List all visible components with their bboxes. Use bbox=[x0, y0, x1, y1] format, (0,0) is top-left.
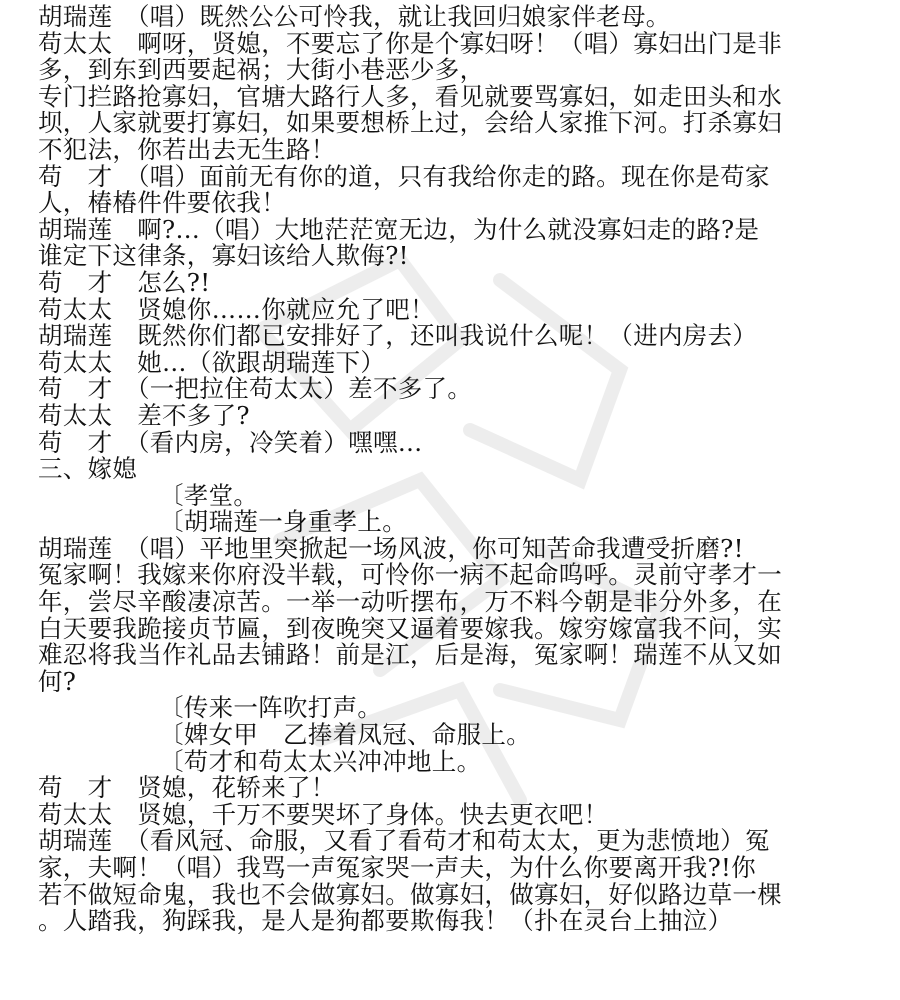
dialogue-line: 若不做短命鬼，我也不会做寡妇。做寡妇，做寡妇，好似路边草一棵 bbox=[38, 879, 782, 909]
dialogue-line: 难忍将我当作礼品去铺路！前是江，后是海，冤家啊！瑞莲不从又如 bbox=[38, 640, 782, 670]
dialogue-line: 胡瑞莲 （唱）平地里突掀起一场风波，你可知苦命我遭受折磨?! bbox=[38, 533, 744, 563]
stage-direction-line: 〔孝堂。 bbox=[159, 480, 259, 510]
dialogue-line: 冤家啊！我嫁来你府没半载，可怜你一病不起命呜呼。灵前守孝才一 bbox=[38, 560, 782, 590]
dialogue-line: 专门拦路抢寡妇，官塘大路行人多，看见就要骂寡妇，如走田头和水 bbox=[38, 81, 782, 111]
dialogue-line: 胡瑞莲 既然你们都已安排好了，还叫我说什么呢！（进内房去） bbox=[38, 321, 758, 351]
dialogue-line: 苟 才 （看内房，冷笑着）嘿嘿… bbox=[38, 427, 423, 457]
dialogue-line: 苟 才 （一把拉住苟太太）差不多了。 bbox=[38, 374, 473, 404]
dialogue-line: 谁定下这律条，寡妇该给人欺侮?! bbox=[38, 241, 409, 271]
dialogue-line: 不犯法，你若出去无生路！ bbox=[38, 134, 336, 164]
dialogue-line: 胡瑞莲 啊?…（唱）大地茫茫宽无边，为什么就没寡妇走的路?是 bbox=[38, 214, 760, 244]
stage-direction-line: 〔苟才和苟太太兴冲冲地上。 bbox=[159, 746, 482, 776]
dialogue-line: 苟太太 贤媳你……你就应允了吧！ bbox=[38, 294, 435, 324]
stage-direction-line: 〔婢女甲 乙捧着凤冠、命服上。 bbox=[159, 720, 531, 750]
stage-direction-line: 〔胡瑞莲一身重孝上。 bbox=[159, 507, 407, 537]
dialogue-line: 家，夫啊！（唱）我骂一声冤家哭一声夫，为什么你要离开我?!你 bbox=[38, 853, 756, 882]
scene-heading: 三、嫁媳 bbox=[38, 454, 138, 484]
dialogue-line: 何? bbox=[38, 666, 77, 696]
dialogue-line: 苟太太 她…（欲跟胡瑞莲下） bbox=[38, 347, 386, 377]
script-page bbox=[38, 4, 880, 935]
dialogue-line: 苟 才 贤媳，花轿来了！ bbox=[38, 773, 336, 803]
dialogue-line: 苟 才 （唱）面前无有你的道，只有我给你走的路。现在你是苟家 bbox=[38, 161, 770, 191]
dialogue-line: 多，到东到西要起祸；大街小巷恶少多， bbox=[38, 55, 485, 85]
dialogue-line: 白天要我跪接贞节匾，到夜晚突又逼着要嫁我。嫁穷嫁富我不问，实 bbox=[38, 613, 782, 643]
dialogue-line: 坝，人家就要打寡妇，如果要想桥上过，会给人家推下河。打杀寡妇 bbox=[38, 108, 782, 138]
stage-direction-line: 〔传来一阵吹打声。 bbox=[159, 693, 383, 723]
dialogue-line: 苟太太 啊呀，贤媳，不要忘了你是个寡妇呀！（唱）寡妇出门是非 bbox=[38, 28, 782, 58]
dialogue-line: 胡瑞莲 （看风冠、命服，又看了看苟才和苟太太，更为悲愤地）冤 bbox=[38, 826, 770, 856]
dialogue-line: 苟 才 怎么?! bbox=[38, 267, 211, 297]
dialogue-line: 人，椿椿件件要依我！ bbox=[38, 188, 286, 218]
dialogue-line: 苟太太 贤媳，千万不要哭坏了身体。快去更衣吧！ bbox=[38, 799, 609, 829]
dialogue-line: 年，尝尽辛酸凄凉苦。一举一动听摆布，万不料今朝是非分外多，在 bbox=[38, 587, 782, 617]
dialogue-line: 胡瑞莲 （唱）既然公公可怜我，就让我回归娘家伴老母。 bbox=[38, 2, 671, 31]
dialogue-line: 。人踏我，狗踩我，是人是狗都要欺侮我！（扑在灵台上抽泣） bbox=[38, 906, 733, 936]
dialogue-line: 苟太太 差不多了? bbox=[38, 400, 250, 430]
